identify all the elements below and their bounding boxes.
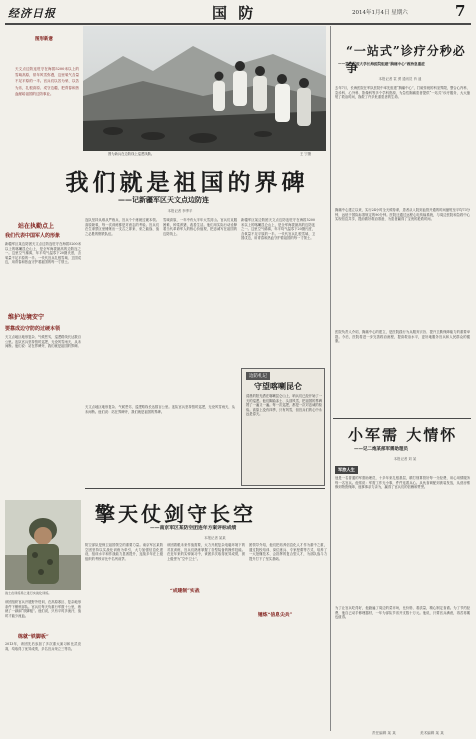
main-body-col1b: 天文点地区地形复杂、气候恶劣，巡逻路线长达数百公里。连队官兵坚持按时巡逻，无论风雪雨天，从未间断。他们说：站在界碑旁，我们就是祖国的界碑。 xyxy=(5,335,81,349)
main-body-col2b: 天文点地区地形复杂、气候恶劣，巡逻路线长达数百公里。连队官兵坚持按时巡逻，无论风雪雨天，从未间断。他们说：站在界碑旁，我们就是祖国的界碑。 xyxy=(85,405,235,414)
top-photo-credit: 王 宁摄 xyxy=(300,152,311,156)
right-mid-subtitle: ——记二炮某部军需助理员 xyxy=(354,447,408,452)
left-bottom-subhead: 练就“铁脚板” xyxy=(18,634,49,640)
main-subhead-2: 维护边境安宁 xyxy=(8,314,45,321)
footer-designer: 美术编辑 某 某 xyxy=(420,731,444,735)
right-mid-body: 他是一名普通的军需助理员，十多年来扎根基层，精打细算管好每一分经费，用心用情服务每一名官兵。他常说：军需工作无小事，件件连着兵心。从伙食调配到被装发放，从营房维修到物资保障，他事事亲力亲为，赢得了官兵们的信赖和赞誉。 xyxy=(335,476,470,490)
right-top-byline: 本报记者 袁 勇 通讯员 肖 遥 xyxy=(378,77,422,81)
left-bottom-body-2: 2013年，该团先后参加了多次重大演习和比武竞赛，均取得了优异成绩，多名官兵荣立三等功。 xyxy=(5,642,81,651)
main-body-col3: 雪域高原，一年中有大半年大雪封山。官兵们克服困难，种菜养猪，改善生活。他们用实际行动诠释着当代革命军人的核心价值观，把忠诚写在祖国的边防线上。 xyxy=(163,218,237,236)
column-divider xyxy=(330,26,331,731)
main-body-col4: 新疆军区某边防团天文点边防连驻守在海拔5200米以上的喀喇昆仑山上，是全军海拔最高的边防连之一。这里空气稀薄，年平均气温零下20摄氏度，含氧量不足平原的一半。一代代官兵扎根雪域、卫国戍边，用青春和热血守护着祖国的每一寸领土。 xyxy=(241,218,315,241)
right-mid-byline: 本报记者 刘 某 xyxy=(393,457,417,461)
soldier-photo-caption: 战士在训练场上进行实战化训练。 xyxy=(5,591,52,595)
left-bottom-body: 该团组织官兵开展野外驻训，在高原寒区、复杂地形条件下锤炼部队。官兵们每天负重行军数十公里，练就了一副副“铁脚板”。他们说，只有平时多流汗，战时才能少流血。 xyxy=(5,600,81,618)
bottom-subtitle: ——南京军区某防空团连年方案评标成绩 xyxy=(150,525,237,531)
main-body-col2: 连队坚持从难从严练兵，官兵个个练就过硬本领。高原缺氧，每一次训练都是对意志的考验。官兵们在生命禁区里锤炼出一支召之即来、来之能战、战之必胜的钢铁队伍。 xyxy=(85,218,159,236)
bottom-body-col2: 该团着眼未来作战需要，大力开展复杂电磁环境下的对抗训练，官兵们熟练掌握了各型装备的操作技能。在近年来的实弹演习中，该团多次取得优异成绩，被上级誉为“空中卫士”。 xyxy=(167,543,245,561)
editor-note-text: 天文点边防连驻守在海拔5200米以上的雪域高原，常年风雪弥漫，这里氧气含量不足平原的一半。官兵们以苦为荣、以苦为乐，扎根高原、戍守边疆，把青春和热血献给祖国的边防事业。 xyxy=(15,67,79,96)
newspaper-logo: 经济日报 xyxy=(8,7,56,20)
right-mid-label: 军旅人生 xyxy=(335,466,358,474)
right-top-subtitle: ——第二军医大学长海医院组建“胸痛中心”救治急重症 xyxy=(338,62,425,66)
bottom-body-col3: 团领导介绍，他们把培养信息化人才作为重中之重，通过院校培训、岗位练兵、专家授课等方式，培养了一大批懂技术、会指挥的复合型人才，为部队战斗力提升打下了坚实基础。 xyxy=(249,543,327,561)
border-patrol-photo xyxy=(83,26,326,151)
inset-box xyxy=(241,368,325,486)
top-photo-caption: 图为新兵在边防线上巡逻执勤。 xyxy=(108,152,155,156)
right-section-rule xyxy=(333,418,471,419)
right-mid-body-2: 为了让官兵吃得好，他跑遍了周边的菜市场，比价格、看质量，精心制定食谱。为了节约经费，他自己动手修理器材，一年为部队节省开支数十万元。他说，只要官兵满意，再苦再累也值得。 xyxy=(335,606,470,620)
main-subtitle: ——记新疆军区天文点边防连 xyxy=(118,195,209,204)
issue-date: 2014年1月4日 星期六 xyxy=(352,10,408,16)
main-byline: 本报记者 李季平 xyxy=(167,209,193,213)
bottom-subhead-1: “成建制”实战 xyxy=(170,588,200,594)
editor-note xyxy=(5,26,80,148)
bottom-headline: 擎天仗剑守长空 xyxy=(95,502,256,526)
masthead-rule xyxy=(5,23,471,25)
bottom-subhead-2: 锤炼“信息尖兵” xyxy=(258,612,293,618)
main-subhead-1: 站在执勤点上 xyxy=(18,223,55,230)
bottom-byline: 本报记者 某某 xyxy=(204,536,226,540)
main-headline: 我们就是祖国的界碑 xyxy=(65,169,309,196)
right-top-body-3: 医院负责人介绍，胸痛中心的建立，是医院践行为兵服务宗旨、提升卫勤保障能力的重要举措。今后，医院将进一步完善救治流程，提高救治水平，更好地服务官兵和人民群众的健康。 xyxy=(335,330,470,344)
main-subhead-1b: 我们代表中国军人的形象 xyxy=(5,233,61,239)
bottom-section-rule xyxy=(85,488,325,489)
inset-title: 守望喀喇昆仑 xyxy=(254,381,302,391)
inset-tag: 边防札记 xyxy=(246,372,270,380)
right-top-body-2: 胸痛中心建立以来，实行24小时全天候待命，患者从入院到血管开通的时间缩短至平均73分钟，远低于国际标准规定的90分钟。医院还通过远程心电传输系统，与周边医院和急救中心实现信息共享，提前做好救治准备，为患者赢得了宝贵的抢救时间。 xyxy=(335,208,470,222)
main-subhead-2b: 要靠成边守防的过硬本领 xyxy=(5,326,61,332)
right-top-title: “一站式”诊疗分秒必争 xyxy=(346,44,466,75)
section-title: 国 防 xyxy=(212,4,257,22)
masthead xyxy=(0,0,476,24)
soldier-training-photo xyxy=(5,500,81,590)
page-number: 7 xyxy=(455,2,466,20)
main-body-col1: 新疆军区某边防团天文点边防连驻守在海拔5200米以上的喀喇昆仑山上，是全军海拔最高的边防连之一。这里空气稀薄，年平均气温零下20摄氏度，含氧量不足平原的一半。一代代官兵扎根雪域、卫国戍边，用青春和热血守护着祖国的每一寸领土。 xyxy=(5,242,81,265)
right-top-body: 去年7月，长海医院在军队医院中率先组建“胸痛中心”，打破传统的科室界限，整合心内科、急诊科、心外科、影像科等多个学科资源，为急性胸痛患者提供“一站式”诊疗服务，大大缩短了救治时间，挽救了许多危重患者的生命。 xyxy=(335,86,470,100)
right-mid-title: 小军需 大情怀 xyxy=(348,426,458,444)
footer-editor: 责任编辑 某 某 xyxy=(372,731,396,735)
editor-note-label: 图形新意 xyxy=(35,37,53,42)
inset-text: 清晨的阳光洒在喀喇昆仑山上，哨兵们已经开始了一天的巡逻。他们脚踏冻土、头顶风雪，把祖国的界碑擦了一遍又一遍。每一次巡逻，都是一次对忠诚的检验。高原上没有四季，只有风雪，但官兵们的心中永远是春天。 xyxy=(246,394,322,417)
bottom-body-col1: 防空部队是保卫祖国领空的重要力量。南京军区某防空团坚持以实战化训练为牵引，大力加强信息化建设，组训水平和作战能力显著提升，连续多年在上级组织的考核评比中名列前茅。 xyxy=(85,543,163,561)
